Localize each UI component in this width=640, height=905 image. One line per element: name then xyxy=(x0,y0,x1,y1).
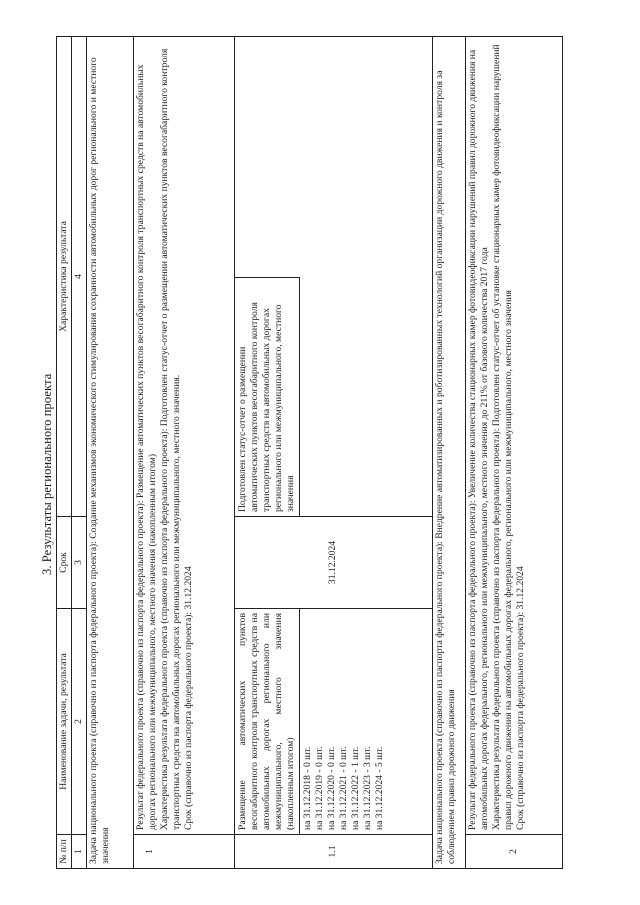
result-2-line-2: Характеристика результата федерального проекта (справочно из паспорта федерального проекта): Подготовлен статус-отчет об установке стационарных камер фотовидеофиксации нарушений правил дорожного движения на автомобильных дорогах федерального, регионального или межмуниципального, местного значения xyxy=(490,44,514,830)
result-1-number: 1 xyxy=(133,835,234,869)
task-1-text: Задача национального проекта (справочно из паспорта федерального проекта): Создание механизмов экономического стимулирования сохранности автомобильных дорог регионального и местного значения xyxy=(86,37,133,869)
result-2-number: 2 xyxy=(465,835,562,869)
header-name: Наименование задачи, результата xyxy=(57,609,72,835)
col-index-4: 4 xyxy=(71,37,86,517)
result-row-1 xyxy=(133,37,234,869)
result-row-1-1 xyxy=(234,37,432,869)
col-index-2: 2 xyxy=(71,609,86,835)
result-1-1-characteristic-cell xyxy=(234,37,432,517)
result-row-2 xyxy=(465,37,562,869)
result-1-1-name-cell xyxy=(234,609,432,835)
result-1-text xyxy=(133,37,234,835)
header-number: № п/п xyxy=(57,835,72,869)
col-index-1: 1 xyxy=(71,835,86,869)
result-2-line-3: Срок (справочно из паспорта федерального проекта): 31.12.2024 xyxy=(514,566,526,830)
result-1-1-deadline: 31.12.2024 xyxy=(234,517,432,609)
value-2019: на 31.12.2019 - 0 шт. xyxy=(313,746,325,830)
column-number-row xyxy=(71,37,86,869)
value-2018: на 31.12.2018 - 0 шт. xyxy=(301,746,313,830)
section-title: 3. Результаты регионального проекта xyxy=(40,373,54,575)
result-1-1-name: Размещение автоматических пунктов весогабаритного контроля транспортных средств на автомобильных дорогах регионального или межмуниципального, местного значения (накопленным итогом) xyxy=(235,609,300,834)
results-table xyxy=(56,36,563,869)
header-deadline: Срок xyxy=(57,517,72,609)
task-row-1 xyxy=(86,37,133,869)
value-2022: на 31.12.2022 - 1 шт. xyxy=(349,746,361,830)
result-1-1-characteristic: Подготовлен статус-отчет о размещении автоматических пунктов весогабаритного контроля транспортных средств на автомобильных дорогах регионального или межмуниципального, местного значения xyxy=(235,277,300,516)
header-characteristic: Характеристика результата xyxy=(57,37,72,517)
value-2021: на 31.12.2021 - 0 шт. xyxy=(337,746,349,830)
value-2020: на 31.12.2020 - 0 шт. xyxy=(325,746,337,830)
col-index-3: 3 xyxy=(71,517,86,609)
task-2-text: Задача национального проекта (справочно из паспорта федерального проекта): Внедрение автоматизированных и роботизированных технологий организации дорожного движения и контроля за соблюдением правил дорожного движения xyxy=(432,37,465,869)
result-2-line-1: Результат федерального проекта (справочно из паспорта федерального проекта): Увеличение количества стационарных камер фотовидеофиксации нарушений правил дорожного движения на автомобильных дорогах федерального, регионального или межмуниципального, местного значения до 211% от базового количества 2017 года xyxy=(466,49,490,830)
task-row-2 xyxy=(432,37,465,869)
result-1-line-2: Характеристика результата федерального проекта (справочно из паспорта федерального проекта): Подготовлен статус-отчет о размещении автоматических пунктов весогабаритного контроля транспортных средств на автомобильных дорогах регионального или межмуниципального, местного значения. xyxy=(158,48,182,830)
result-1-line-3: Срок (справочно из паспорта федерального проекта): 31.12.2024 xyxy=(182,566,194,830)
table-header-row xyxy=(57,37,72,869)
value-2024: на 31.12.2024 - 5 шт. xyxy=(373,746,385,830)
result-2-text xyxy=(465,37,562,835)
result-1-line-1: Результат федерального проекта (справочно из паспорта федерального проекта): Размещение автоматических пунктов весогабаритного контроля транспортных средств на автомобильных дорогах регионального или межмуниципального, местного значения (накопленным итогом) xyxy=(134,64,158,830)
result-1-1-number: 1.1 xyxy=(234,835,432,869)
result-1-1-characteristic-blank xyxy=(300,37,432,516)
result-1-1-values xyxy=(300,609,388,834)
value-2023: на 31.12.2023 - 3 шт. xyxy=(361,746,373,830)
